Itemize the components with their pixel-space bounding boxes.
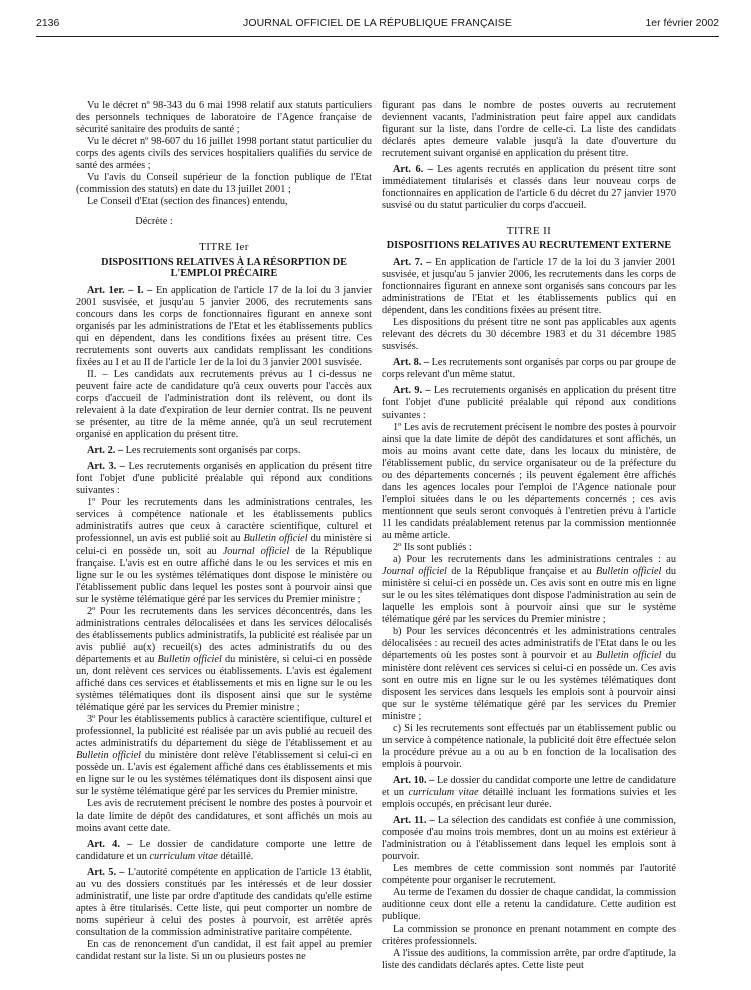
article-1-label: Art. 1er. – I. – [87, 284, 153, 296]
article-9-point-2: 2º Ils sont publiés : [393, 542, 472, 554]
article-6: Art. 6. – Les agents recrutés en application du présent titre sont immédiatement titularisés et classés dans leur nouveau corps de fonctionnaires en application de l'article 6 du décret du 27 janvier 1970 susvisé ou du statut particulier du corps d'accueil. [382, 164, 676, 212]
article-8: Art. 8. – Les recrutements sont organisés par corps ou par groupe de corps relevant d'un même statut. [382, 357, 676, 381]
article-7-paragraph-2: Les dispositions du présent titre ne sont pas applicables aux agents relevant des décrets du 30 décembre 1983 et du 31 décembre 1985 susvisés. [382, 317, 676, 353]
right-column [382, 100, 676, 972]
article-9: Art. 9. – Les recrutements organisés en application du présent titre font l'objet d'une publicité préalable qui répond aux conditions suivantes : [382, 385, 677, 421]
article-11-paragraph-5: A l'issue des auditions, la commission arrête, par ordre d'aptitude, la liste des candidats déclarés aptes. Cette liste peut [382, 947, 676, 971]
vu-avis-conseil: Vu l'avis du Conseil supérieur de la fonction publique de l'Etat (commission des statuts) en date du 13 juillet 2001 ; [76, 172, 372, 196]
article-3-point-3: 3º Pour les établissements publics à caractère scientifique, culturel et professionnel, la publicité est réalisée par un avis publié au recueil des actes administratifs du département du siège de l'établissement et au Bulletin officiel du ministère dont relève l'établissement si celui-ci en possède un. L'avis est également affiché dans ces établissements et mis en ligne sur le ou les systèmes télématiques dont ils disposent ainsi que sur le système télématique géré par les services du Premier ministre. [76, 714, 372, 798]
article-2: Art. 2. – Les recrutements sont organisés par corps. [87, 445, 301, 457]
issue-date: 1er février 2002 [645, 17, 719, 29]
article-1: Art. 1er. – I. – En application de l'article 17 de la loi du 3 janvier 2001 susvisée, et jusqu'au 5 janvier 2006, des recrutements sans concours dans les corps de fonctionnaires figurant en annexe sont organisés par les administrations de l'Etat et les établissements publics qui en dépendent, dans les conditions fixées au présent titre. Ces recrutements sont ouverts aux candidats remplissant les conditions fixées au I et au II de l'article 1er de la loi du 3 janvier 2001 susvisée. [76, 284, 373, 368]
article-10: Art. 10. – Le dossier du candidat comporte une lettre de candidature et un curriculum vitae détaillé incluant les formations suivies et les emplois occupés, en précisant leur durée. [382, 774, 677, 811]
article-5-label: Art. 5. – [87, 866, 125, 878]
article-5-continuation: figurant pas dans le nombre de postes ouverts au recrutement deviennent vacants, l'administration peut faire appel aux candidats figurant sur la liste, dans l'ordre de celle-ci. La liste des candidats déclarés aptes demeure valable jusqu'à la date d'ouverture du recrutement suivant organisé en application du présent titre. [382, 100, 676, 160]
vu-decret-98-607: Vu le décret nº 98-607 du 16 juillet 1998 portant statut particulier du corps des agents civils des services hospitaliers qualifiés du service de santé des armées ; [76, 136, 372, 172]
article-1-section-II: II. – Les candidats aux recrutements prévus au I ci-dessus ne peuvent faire acte de candidature qu'à ceux ouverts pour l'accès aux corps d'accueil de l'administration dont ils relèvent, ou dont ils relevaient à la date d'expiration de leur dernier contrat. Ils ne peuvent se présenter, au titre de la même année, qu'à un seul recrutement organisé en application du présent titre. [76, 368, 372, 441]
article-7: Art. 7. – En application de l'article 17 de la loi du 3 janvier 2001 susvisée, et jusqu'au 5 janvier 2006, les recrutements dans les corps de fonctionnaires figurant en annexe sont organisés sans concours par les administrations de l'Etat et les établissements publics qui en dépendent, dans les conditions fixées au présent titre. [382, 256, 677, 317]
page-header [36, 14, 719, 37]
decrete: Décrète : [135, 216, 173, 228]
article-7-label: Art. 7. – [393, 256, 432, 268]
article-8-label: Art. 8. – [393, 357, 430, 369]
article-5-continued: En cas de renoncement d'un candidat, il est fait appel au premier candidat restant sur la liste. Si un ou plusieurs postes ne [76, 939, 372, 963]
article-3-label: Art. 3. – [87, 461, 125, 473]
article-11: Art. 11. – La sélection des candidats est confiée à une commission, composée d'au moins trois membres, dont un au moins est extérieur à l'administration ou à l'établissement dans lequel les emplois sont à pourvoir. [382, 815, 677, 863]
article-2-label: Art. 2. – [87, 445, 124, 457]
titre-1-heading: TITRE Ier [199, 241, 249, 254]
vu-decret-98-343: Vu le décret nº 98-343 du 6 mai 1998 relatif aux statuts particuliers des personnels techniques de laboratoire de l'Agence française de sécurité sanitaire des produits de santé ; [76, 100, 372, 136]
article-10-label: Art. 10. – [393, 774, 435, 786]
article-11-paragraph-3: Au terme de l'examen du dossier de chaque candidat, la commission auditionne ceux dont elle a retenu la candidature. Cette audition est publique. [382, 887, 676, 923]
article-11-paragraph-2: Les membres de cette commission sont nommés par l'autorité compétente pour organiser le recrutement. [382, 863, 676, 887]
article-11-label: Art. 11. – [393, 815, 435, 827]
titre-2-heading: TITRE II [506, 225, 552, 238]
article-6-label: Art. 6. – [393, 164, 433, 176]
conseil-etat-entendu: Le Conseil d'Etat (section des finances) entendu, [87, 196, 288, 208]
titre-1-subheading: DISPOSITIONS RELATIVES À LA RÉSORPTION DE L'EMPLOI PRÉCAIRE [101, 256, 347, 280]
journal-title: JOURNAL OFFICIEL DE LA RÉPUBLIQUE FRANÇAISE [243, 17, 512, 29]
article-3-closing: Les avis de recrutement précisent le nombre des postes à pourvoir et la date limite de dépôt des candidatures, et sont affichés un mois au moins avant cette date. [76, 798, 372, 834]
article-9-point-b: b) Pour les services déconcentrés et les administrations centrales délocalisées : au recueil des actes administratifs de l'Etat dans le ou les départements où les postes sont à pourvoir et au Bulletin officiel du ministère dont relèvent ces services si celui-ci en possède un. Ces avis sont en outre mis en ligne sur le ou les systèmes télématiques dont disposent les services dans lesquels les emplois sont à pourvoir ainsi que sur le système télématique géré par les services du Premier ministre ; [382, 626, 677, 722]
article-4: Art. 4. – Le dossier de candidature comporte une lettre de candidature et un curriculum vitae détaillé. [76, 838, 373, 862]
article-3-point-2: 2º Pour les recrutements dans les services déconcentrés, dans les administrations centrales délocalisées et dans les services délocalisés des établissements publics administratifs, la publicité est réalisée par un avis publié au(x) recueil(s) des actes administratifs du ou des départements et au Bulletin officiel du ministère, si celui-ci en possède un, dont relèvent ces services ou établissements. L'avis est également affiché dans ces services et établissements et mis en ligne sur le ou les systèmes télématiques dont ils disposent ainsi que sur le système télématique géré par les services du Premier ministre ; [76, 605, 372, 714]
article-9-point-c: c) Si les recrutements sont effectués par un établissement public ou un service à compétence nationale, la publicité doit être effectuée selon la procédure prévue au a ou au b en fonction de la localisation des emplois à pourvoir. [382, 722, 676, 770]
article-9-label: Art. 9. – [393, 385, 431, 397]
article-5: Art. 5. – L'autorité compétente en application de l'article 13 établit, au vu des dossiers constitués par les intéressés et de leur dossier administratif, une liste par ordre d'aptitude des candidats qu'elle estime aptes à être titularisés. Cette liste, qui peut comporter un nombre de noms supérieur à celui des postes à pourvoir, est arrêtée après consultation de la commission administrative paritaire compétente. [76, 866, 373, 938]
article-9-point-a: a) Pour les recrutements dans les administrations centrales : au Journal officiel de la République française et au Bulletin officiel du ministère si celui-ci en possède un. Ces avis sont en outre mis en ligne sur le ou les sites télématiques dont dispose l'administration au sein de laquelle les emplois sont à pourvoir ainsi que sur le système télématique géré par les services du Premier ministre ; [382, 554, 676, 626]
left-column [76, 100, 372, 963]
article-4-label: Art. 4. – [87, 838, 133, 850]
titre-2-subheading: DISPOSITIONS RELATIVES AU RECRUTEMENT EXTERNE [386, 240, 672, 252]
article-11-paragraph-4: La commission se prononce en prenant notamment en compte des critères professionnels. [382, 923, 676, 947]
page-number: 2136 [36, 17, 60, 29]
article-9-point-1: 1º Les avis de recrutement précisent le nombre des postes à pourvoir ainsi que la date limite de dépôt des candidatures et sont affichés, un mois au moins avant cette date, dans les locaux du ministère, de l'établissement public, du service organisateur ou de la préfecture du ou des départements concernés ; ils peuvent également être affichés dans les agences locales pour l'emploi de l'Agence nationale pour l'emploi situées dans le ou les départements concernés ; ces avis mentionnent que seuls seront convoqués à l'entretien prévu à l'article 11 les candidats préalablement retenus par la commission mentionnée au même article. [382, 421, 676, 541]
article-3-point-1: 1º Pour les recrutements dans les administrations centrales, les services à compétence nationale et les établissements publics administratifs autres que ceux à caractère scientifique, culturel et professionnel, un avis est publié soit au Bulletin officiel du ministère si celui-ci en possède un, soit au Journal officiel de la République française. L'avis est en outre affiché dans le ou les services et mis en ligne sur le ou les systèmes télématiques dont dispose le ministère ou l'établissement public dans lequel les postes sont à pourvoir ainsi que sur le système télématique géré par les services du Premier ministre ; [76, 497, 373, 605]
article-3: Art. 3. – Les recrutements organisés en application du présent titre font l'objet d'une publicité préalable qui répond aux conditions suivantes : [76, 461, 373, 497]
